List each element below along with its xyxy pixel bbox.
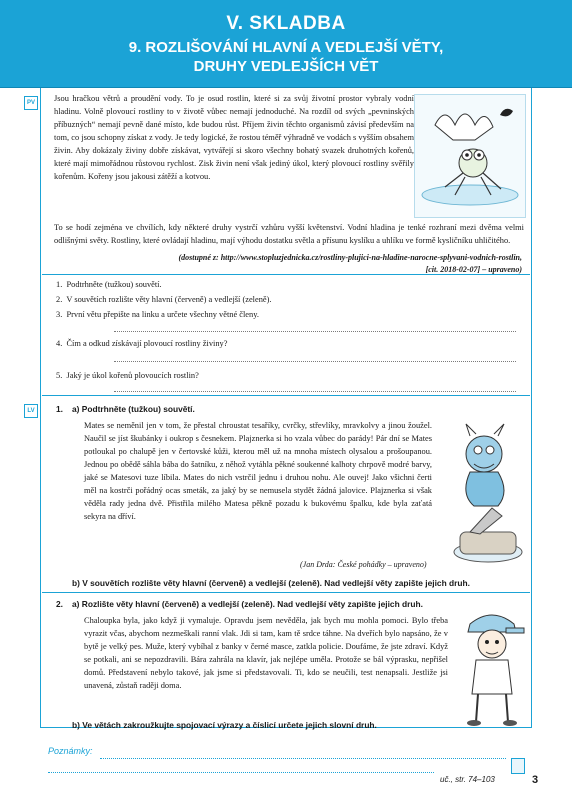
passage-paragraph-1: Jsou hračkou větrů a proudění vody. To je osud rostlin, které si za svůj životní prostor vybraly vodní hladinu. Volně plovoucí rostliny to v životě vůbec nemají jednoduché. Na rozdíl od svých „pevninských příbuzných“ nemají pevně dané místo, kde budou růst. Příjem živin těchto organismů závisí především na tom, co jsou schopny získat z vody. Je tedy logické, že rostou téměř výhradně ve vodách s vyšším obsahem živin. Aby dokázaly živiny dobře získávat, vytvářejí si skoro všechny bohatý svazek druhotných kořenů, které mají mimořádnou růstovou rychlost. Zisk živin není však jediný úkol, který plovoucí rostliny svěřily kořenům. Kořeny jsou jakousi zátěží a kotvou. — [54, 94, 414, 181]
task-1a-heading: a) Podtrhněte (tužkou) souvětí. — [72, 404, 195, 414]
answer-line-4[interactable] — [114, 361, 516, 362]
lesson-title-line1: 9. ROZLIŠOVÁNÍ HLAVNÍ A VEDLEJŠÍ VĚTY, — [128, 39, 444, 56]
task-2-number: 2. — [56, 599, 63, 609]
task-2a-heading: a) Rozlište věty hlavní (červeně) a vedlejší (zeleně). Nad vedlejší věty zapište jejich druh. — [72, 599, 423, 609]
devil-icon — [440, 414, 528, 570]
publisher-logo-icon — [511, 758, 525, 774]
notes-label: Poznámky: — [48, 746, 93, 756]
source-line-2: [cit. 2018-02-07] – upraveno) — [425, 265, 522, 274]
passage-paragraph-2: To se hodí zejména ve chvílích, kdy některé druhy vystrčí vzhůru vyšší květenství. Vodní hladina je tenké rozhraní mezi dvěma velmi odlišnými světy. Rostliny, které ovládají hladinu, mají výhodu dostatku světla a přísunu kyslíku a uhlíku ve formě kysličníku uhličitého. — [54, 223, 524, 245]
question-5: 5. Jaký je úkol kořenů plovoucích rostlin? — [56, 371, 199, 380]
notes-line-2[interactable] — [48, 772, 434, 773]
question-list — [42, 274, 530, 396]
source-line-1: (dostupné z: http://www.stopluzjednicka.cz/rostliny-plujici-na-hladine-narocne-splyvani-vodnich-rostlin, — [178, 253, 522, 262]
reading-passage — [52, 90, 526, 278]
section-divider — [42, 592, 530, 593]
question-2: 2. V souvětích rozlište věty hlavní (červeně) a vedlejší (zeleně). — [56, 295, 272, 304]
boy-icon — [456, 604, 528, 728]
textbook-reference: uč., str. 74–103 — [440, 775, 495, 784]
notes-line-1[interactable] — [100, 758, 506, 759]
task-1-number: 1. — [56, 404, 63, 414]
chapter-header — [0, 0, 572, 88]
page-number: 3 — [532, 774, 539, 786]
ln-label: LV — [24, 404, 38, 418]
story-1-source: (Jan Drda: České pohádky – upraveno) — [300, 560, 427, 569]
passage-source — [178, 252, 522, 276]
lesson-title-line2: DRUHY VEDLEJŠÍCH VĚT — [193, 58, 379, 75]
devil-illustration — [440, 414, 528, 570]
answer-line-3[interactable] — [114, 331, 516, 332]
question-3: 3. První větu přepište na linku a určete všechny větné členy. — [56, 310, 259, 319]
pv-label: PV — [24, 96, 38, 110]
boy-illustration — [456, 604, 528, 728]
chapter-title: V. SKLADBA — [226, 13, 346, 34]
question-1: 1. Podtrhněte (tužkou) souvětí. — [56, 280, 162, 289]
story-1: Mates se neměnil jen v tom, že přestal chroustat tesaříky, cvrčky, střevlíky, mravkolvy a jinou žoužel. Naučil se jíst škubánky i oukrop s česnekem. Plajznerka si ho vzala vůbec do parády! Pár dní se Mates potloukal po chalupě jen v čertovské kůži, kterou měl už na mnoha místech olysalou a prošoupanou. Jednou po obědě sáhla bába do šatníku, z něhož vytáhla pěkné soukenné kalhoty chrpově modré barvy, jaké se Matesovi tuze líbila. Mates do nich vstrčil jednu i druhou nohu. Ale ouvej! Jako všichni čerti měl na kostrči pořádný ocas smeták, za jaký by se nemusela stydět žádná jalovice. Plajznerka si však věděla rady jedna dvě. Přistřila milého Matesa pěkně pozadu k bukovému špalku, kde byla zaťatá sekyra na dříví. — [84, 421, 432, 521]
task-1b-heading: b) V souvětích rozlište věty hlavní (červeně) a vedlejší (zeleně). Nad vedlejší věty zapište jejich druh. — [72, 578, 470, 588]
story-2: Chaloupka byla, jako když ji vymaluje. Opravdu jsem nevěděla, jak bych mu mohla pomoci. Bylo třeba vyrazit včas, abychom nezmeškali ranní vlak. Jdi si tam, kam tě srdce táhne. Na dveřích bylo napsáno, že v bytě je velký pes. Muže, který vybíhal z banky v černé masce, zatkla policie. Doufáme, že jste zdraví. Když se potkali, ani se nepozdravili. Bára zahrála na klavír, jak nejlépe uměla. Protože se bál výprasku, nepřišel domů. Představení nebylo takové, jak jsme si představovali. Ti, kdo se neučili, test nenapsali. Jestliže jsi unavená, zůstaň raději doma. — [84, 616, 448, 690]
question-4: 4. Čím a odkud získávají plovoucí rostliny živiny? — [56, 339, 228, 348]
task-2b-heading: b) Ve větách zakroužkujte spojovací výrazy a číslicí určete jejich slovní druh. — [72, 720, 377, 730]
frog-lily-illustration — [414, 94, 526, 218]
frog-icon — [415, 95, 525, 217]
answer-line-5[interactable] — [114, 391, 516, 392]
